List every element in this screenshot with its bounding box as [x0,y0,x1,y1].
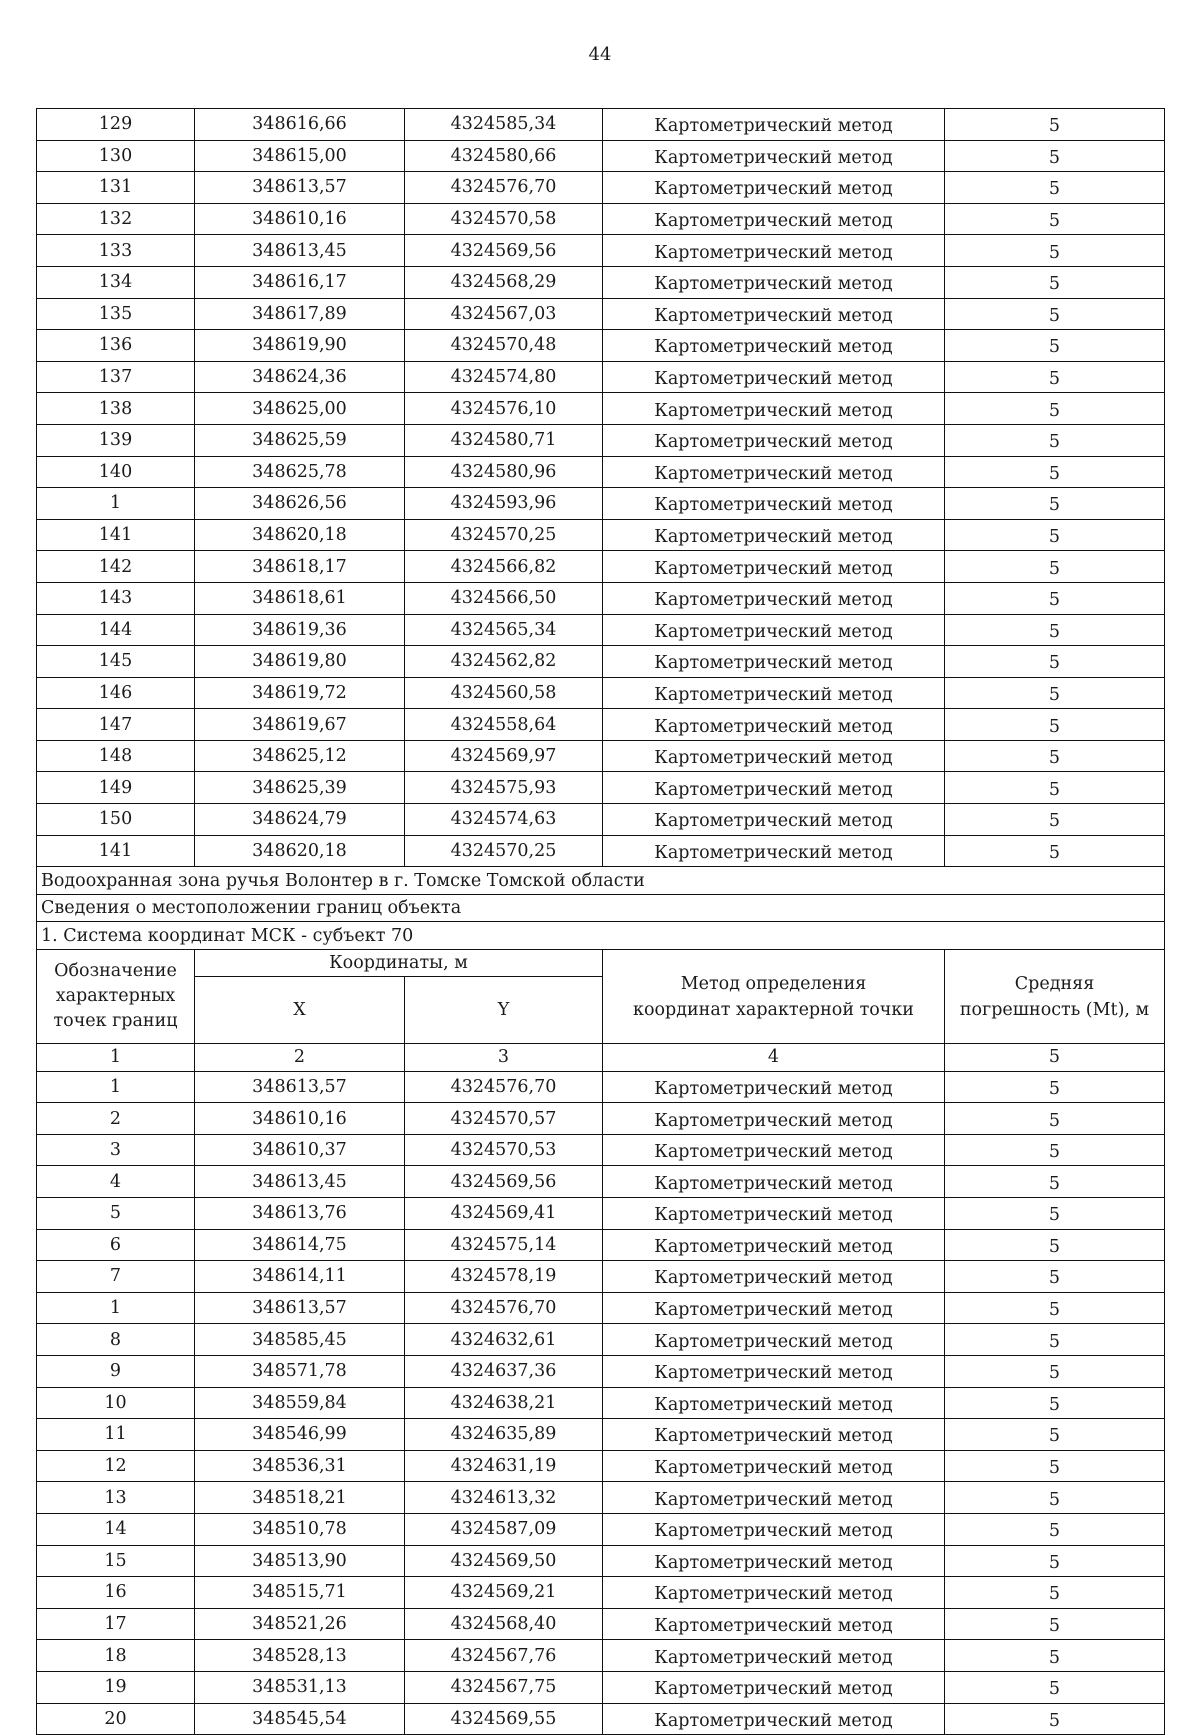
mean-error: 5 [945,393,1165,425]
y-coordinate: 4324580,71 [405,424,603,456]
method: Картометрический метод [603,709,945,741]
table-row [37,582,1165,614]
section-header [37,867,1165,1071]
header-error: Средняя погрешность (Mt), м [945,950,1165,1044]
table-row [37,709,1165,741]
table-row [37,1703,1165,1735]
point-number: 6 [37,1229,195,1261]
y-coordinate: 4324574,63 [405,804,603,836]
y-coordinate: 4324570,25 [405,835,603,867]
x-coordinate: 348613,57 [195,1292,405,1324]
y-coordinate: 4324576,10 [405,393,603,425]
x-coordinate: 348619,67 [195,709,405,741]
x-coordinate: 348625,39 [195,772,405,804]
method: Картометрический метод [603,1134,945,1166]
y-coordinate: 4324632,61 [405,1324,603,1356]
point-number: 135 [37,298,195,330]
table-row [37,1671,1165,1703]
mean-error: 5 [945,835,1165,867]
method: Картометрический метод [603,551,945,583]
x-coordinate: 348625,12 [195,740,405,772]
y-coordinate: 4324570,57 [405,1103,603,1135]
table-row [37,456,1165,488]
point-number: 150 [37,804,195,836]
table-row [37,393,1165,425]
table-row [37,1134,1165,1166]
method: Картометрический метод [603,1387,945,1419]
mean-error: 5 [945,551,1165,583]
x-coordinate: 348614,11 [195,1261,405,1293]
x-coordinate: 348610,16 [195,203,405,235]
point-number: 5 [37,1198,195,1230]
x-coordinate: 348614,75 [195,1229,405,1261]
header-coordinates: Координаты, м [195,950,603,977]
mean-error: 5 [945,1703,1165,1735]
table-row [37,488,1165,520]
mean-error: 5 [945,1513,1165,1545]
table-row [37,1261,1165,1293]
x-coordinate: 348619,90 [195,330,405,362]
point-number: 143 [37,582,195,614]
table-row [37,172,1165,204]
y-coordinate: 4324585,34 [405,109,603,141]
mean-error: 5 [945,203,1165,235]
x-coordinate: 348510,78 [195,1513,405,1545]
y-coordinate: 4324568,29 [405,266,603,298]
y-coordinate: 4324570,53 [405,1134,603,1166]
table-row [37,1071,1165,1103]
x-coordinate: 348620,18 [195,835,405,867]
mean-error: 5 [945,740,1165,772]
table-row [37,646,1165,678]
x-coordinate: 348545,54 [195,1703,405,1735]
y-coordinate: 4324569,21 [405,1577,603,1609]
point-number: 144 [37,614,195,646]
table-row [37,109,1165,141]
point-number: 1 [37,1292,195,1324]
point-number: 18 [37,1640,195,1672]
method: Картометрический метод [603,330,945,362]
mean-error: 5 [945,1387,1165,1419]
y-coordinate: 4324569,56 [405,235,603,267]
point-number: 129 [37,109,195,141]
y-coordinate: 4324576,70 [405,1292,603,1324]
mean-error: 5 [945,424,1165,456]
x-coordinate: 348610,37 [195,1134,405,1166]
header-y: Y [405,977,603,1044]
point-number: 8 [37,1324,195,1356]
x-coordinate: 348617,89 [195,298,405,330]
x-coordinate: 348515,71 [195,1577,405,1609]
mean-error: 5 [945,235,1165,267]
method: Картометрический метод [603,1545,945,1577]
x-coordinate: 348518,21 [195,1482,405,1514]
x-coordinate: 348521,26 [195,1608,405,1640]
x-coordinate: 348619,80 [195,646,405,678]
x-coordinate: 348618,61 [195,582,405,614]
table-row [37,1198,1165,1230]
y-coordinate: 4324569,41 [405,1198,603,1230]
mean-error: 5 [945,298,1165,330]
mean-error: 5 [945,1671,1165,1703]
mean-error: 5 [945,456,1165,488]
method: Картометрический метод [603,1261,945,1293]
table-row [37,1608,1165,1640]
method: Картометрический метод [603,1577,945,1609]
table-row [37,804,1165,836]
mean-error: 5 [945,1134,1165,1166]
y-coordinate: 4324580,66 [405,140,603,172]
point-number: 17 [37,1608,195,1640]
table-row [37,614,1165,646]
method: Картометрический метод [603,1640,945,1672]
point-number: 147 [37,709,195,741]
x-coordinate: 348531,13 [195,1671,405,1703]
y-coordinate: 4324587,09 [405,1513,603,1545]
point-number: 146 [37,677,195,709]
table-row [37,330,1165,362]
x-coordinate: 348571,78 [195,1355,405,1387]
method: Картометрический метод [603,1703,945,1735]
x-coordinate: 348616,66 [195,109,405,141]
method: Картометрический метод [603,677,945,709]
page-number: 44 [588,44,612,65]
column-number: 4 [603,1044,945,1072]
method: Картометрический метод [603,1513,945,1545]
mean-error: 5 [945,1608,1165,1640]
method: Картометрический метод [603,456,945,488]
point-number: 136 [37,330,195,362]
method: Картометрический метод [603,1198,945,1230]
method: Картометрический метод [603,488,945,520]
method: Картометрический метод [603,203,945,235]
y-coordinate: 4324569,97 [405,740,603,772]
point-number: 132 [37,203,195,235]
mean-error: 5 [945,1355,1165,1387]
method: Картометрический метод [603,109,945,141]
x-coordinate: 348615,00 [195,140,405,172]
y-coordinate: 4324637,36 [405,1355,603,1387]
section-subtitle: Сведения о местоположении границ объекта [37,894,1165,922]
method: Картометрический метод [603,646,945,678]
y-coordinate: 4324570,48 [405,330,603,362]
y-coordinate: 4324631,19 [405,1450,603,1482]
y-coordinate: 4324566,82 [405,551,603,583]
x-coordinate: 348619,72 [195,677,405,709]
y-coordinate: 4324565,34 [405,614,603,646]
point-number: 1 [37,488,195,520]
y-coordinate: 4324576,70 [405,172,603,204]
lower-table-body [37,1071,1165,1734]
mean-error: 5 [945,109,1165,141]
mean-error: 5 [945,804,1165,836]
table-row [37,1482,1165,1514]
mean-error: 5 [945,1292,1165,1324]
x-coordinate: 348610,16 [195,1103,405,1135]
table-row [37,677,1165,709]
point-number: 4 [37,1166,195,1198]
coordinate-system: 1. Система координат МСК - субъект 70 [37,922,1165,950]
table-row [37,266,1165,298]
y-coordinate: 4324613,32 [405,1482,603,1514]
method: Картометрический метод [603,519,945,551]
point-number: 13 [37,1482,195,1514]
mean-error: 5 [945,361,1165,393]
method: Картометрический метод [603,1071,945,1103]
x-coordinate: 348625,00 [195,393,405,425]
method: Картометрический метод [603,772,945,804]
method: Картометрический метод [603,424,945,456]
point-number: 1 [37,1071,195,1103]
method: Картометрический метод [603,835,945,867]
method: Картометрический метод [603,1608,945,1640]
mean-error: 5 [945,1071,1165,1103]
y-coordinate: 4324576,70 [405,1071,603,1103]
table-row [37,772,1165,804]
x-coordinate: 348625,78 [195,456,405,488]
point-number: 140 [37,456,195,488]
point-number: 134 [37,266,195,298]
y-coordinate: 4324569,50 [405,1545,603,1577]
method: Картометрический метод [603,1419,945,1451]
mean-error: 5 [945,519,1165,551]
point-number: 16 [37,1577,195,1609]
y-coordinate: 4324578,19 [405,1261,603,1293]
mean-error: 5 [945,772,1165,804]
table-row [37,1387,1165,1419]
mean-error: 5 [945,1450,1165,1482]
y-coordinate: 4324569,56 [405,1166,603,1198]
table-row [37,1419,1165,1451]
y-coordinate: 4324638,21 [405,1387,603,1419]
point-number: 15 [37,1545,195,1577]
y-coordinate: 4324575,93 [405,772,603,804]
y-coordinate: 4324566,50 [405,582,603,614]
table-row [37,1324,1165,1356]
y-coordinate: 4324593,96 [405,488,603,520]
x-coordinate: 348585,45 [195,1324,405,1356]
table-row [37,298,1165,330]
point-number: 141 [37,519,195,551]
table-row [37,551,1165,583]
mean-error: 5 [945,266,1165,298]
mean-error: 5 [945,1229,1165,1261]
y-coordinate: 4324567,03 [405,298,603,330]
x-coordinate: 348619,36 [195,614,405,646]
point-number: 131 [37,172,195,204]
mean-error: 5 [945,1261,1165,1293]
point-number: 20 [37,1703,195,1735]
x-coordinate: 348613,76 [195,1198,405,1230]
method: Картометрический метод [603,1103,945,1135]
table-row [37,203,1165,235]
table-row [37,1355,1165,1387]
mean-error: 5 [945,646,1165,678]
point-number: 2 [37,1103,195,1135]
mean-error: 5 [945,1577,1165,1609]
point-number: 142 [37,551,195,583]
column-number: 2 [195,1044,405,1072]
mean-error: 5 [945,1324,1165,1356]
x-coordinate: 348613,57 [195,172,405,204]
y-coordinate: 4324635,89 [405,1419,603,1451]
method: Картометрический метод [603,1450,945,1482]
table-row [37,1292,1165,1324]
mean-error: 5 [945,140,1165,172]
x-coordinate: 348620,18 [195,519,405,551]
method: Картометрический метод [603,393,945,425]
x-coordinate: 348613,45 [195,235,405,267]
mean-error: 5 [945,709,1165,741]
mean-error: 5 [945,1640,1165,1672]
table-row [37,1545,1165,1577]
method: Картометрический метод [603,1671,945,1703]
point-number: 11 [37,1419,195,1451]
mean-error: 5 [945,1198,1165,1230]
x-coordinate: 348625,59 [195,424,405,456]
section-title: Водоохранная зона ручья Волонтер в г. Томске Томской области [37,867,1165,895]
x-coordinate: 348613,57 [195,1071,405,1103]
x-coordinate: 348513,90 [195,1545,405,1577]
header-x: X [195,977,405,1044]
point-number: 19 [37,1671,195,1703]
mean-error: 5 [945,582,1165,614]
method: Картометрический метод [603,582,945,614]
y-coordinate: 4324580,96 [405,456,603,488]
y-coordinate: 4324575,14 [405,1229,603,1261]
point-number: 133 [37,235,195,267]
table-row [37,1103,1165,1135]
mean-error: 5 [945,1166,1165,1198]
table-row [37,1640,1165,1672]
method: Картометрический метод [603,1482,945,1514]
x-coordinate: 348528,13 [195,1640,405,1672]
point-number: 141 [37,835,195,867]
method: Картометрический метод [603,804,945,836]
x-coordinate: 348613,45 [195,1166,405,1198]
mean-error: 5 [945,614,1165,646]
point-number: 14 [37,1513,195,1545]
table-row [37,1577,1165,1609]
point-number: 3 [37,1134,195,1166]
y-coordinate: 4324569,55 [405,1703,603,1735]
x-coordinate: 348546,99 [195,1419,405,1451]
table-row [37,1229,1165,1261]
point-number: 7 [37,1261,195,1293]
y-coordinate: 4324558,64 [405,709,603,741]
mean-error: 5 [945,1419,1165,1451]
point-number: 9 [37,1355,195,1387]
column-number: 3 [405,1044,603,1072]
table-row [37,235,1165,267]
method: Картометрический метод [603,614,945,646]
table-row [37,1166,1165,1198]
table-row [37,361,1165,393]
y-coordinate: 4324567,76 [405,1640,603,1672]
x-coordinate: 348624,79 [195,804,405,836]
method: Картометрический метод [603,235,945,267]
mean-error: 5 [945,1482,1165,1514]
point-number: 138 [37,393,195,425]
table-row [37,835,1165,867]
point-number: 139 [37,424,195,456]
mean-error: 5 [945,677,1165,709]
method: Картометрический метод [603,361,945,393]
method: Картометрический метод [603,172,945,204]
point-number: 130 [37,140,195,172]
method: Картометрический метод [603,1166,945,1198]
method: Картометрический метод [603,1229,945,1261]
y-coordinate: 4324570,25 [405,519,603,551]
mean-error: 5 [945,488,1165,520]
mean-error: 5 [945,330,1165,362]
method: Картометрический метод [603,298,945,330]
y-coordinate: 4324562,82 [405,646,603,678]
column-number: 1 [37,1044,195,1072]
table-row [37,740,1165,772]
method: Картометрический метод [603,266,945,298]
method: Картометрический метод [603,140,945,172]
x-coordinate: 348559,84 [195,1387,405,1419]
x-coordinate: 348626,56 [195,488,405,520]
y-coordinate: 4324560,58 [405,677,603,709]
point-number: 12 [37,1450,195,1482]
point-number: 148 [37,740,195,772]
table-row [37,1450,1165,1482]
mean-error: 5 [945,172,1165,204]
mean-error: 5 [945,1103,1165,1135]
x-coordinate: 348536,31 [195,1450,405,1482]
coordinates-table [36,108,1165,1735]
point-number: 149 [37,772,195,804]
table-row [37,1513,1165,1545]
point-number: 145 [37,646,195,678]
column-number: 5 [945,1044,1165,1072]
table-row [37,140,1165,172]
method: Картометрический метод [603,1355,945,1387]
mean-error: 5 [945,1545,1165,1577]
point-number: 137 [37,361,195,393]
table-row [37,519,1165,551]
y-coordinate: 4324574,80 [405,361,603,393]
header-method: Метод определения координат характерной точки [603,950,945,1044]
method: Картометрический метод [603,740,945,772]
header-designation: Обозначение характерных точек границ [37,950,195,1044]
y-coordinate: 4324568,40 [405,1608,603,1640]
point-number: 10 [37,1387,195,1419]
y-coordinate: 4324567,75 [405,1671,603,1703]
x-coordinate: 348624,36 [195,361,405,393]
y-coordinate: 4324570,58 [405,203,603,235]
x-coordinate: 348618,17 [195,551,405,583]
x-coordinate: 348616,17 [195,266,405,298]
method: Картометрический метод [603,1324,945,1356]
upper-table-body [37,109,1165,867]
table-row [37,424,1165,456]
method: Картометрический метод [603,1292,945,1324]
